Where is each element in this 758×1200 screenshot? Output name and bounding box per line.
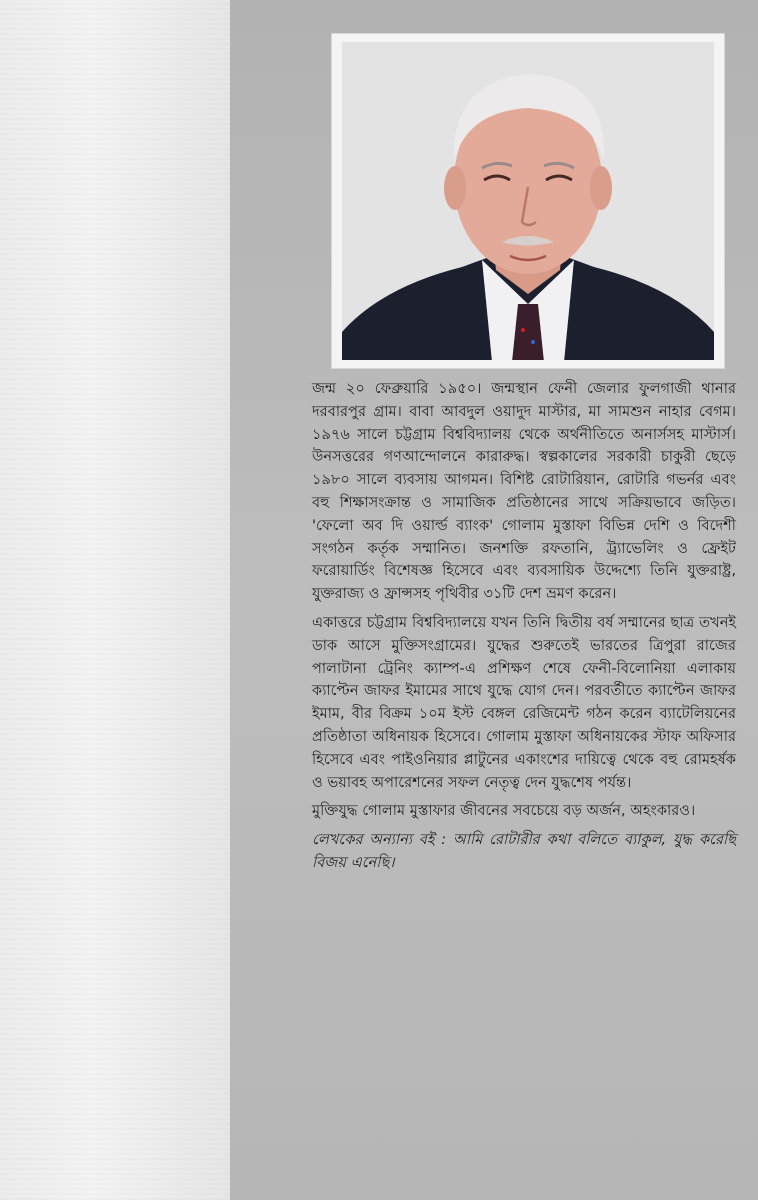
author-bio bbox=[312, 378, 736, 881]
cover-left-panel bbox=[0, 0, 230, 1200]
bio-paragraph-2: একাত্তরে চট্টগ্রাম বিশ্ববিদ্যালয়ে যখন তিনি দ্বিতীয় বর্ষ সম্মানের ছাত্র তখনই ডাক আসে মুক্তিসংগ্রামের। যুদ্ধের শুরুতেই ভারতের ত্রিপুরা রাজের পালাটানা ট্রেনিং ক্যাম্প-এ প্রশিক্ষণ শেষে ফেনী-বিলোনিয়া এলাকায় ক্যাপ্টেন জাফর ইমামের সাথে যুদ্ধে যোগ দেন। পরবর্তীতে ক্যাপ্টেন জাফর ইমাম, বীর বিক্রম ১০ম ইস্ট বেঙ্গল রেজিমেন্ট গঠন করেন ব্যাটেলিয়নের প্রতিষ্ঠাতা অধিনায়ক হিসেবে। গোলাম মুস্তাফা অধিনায়কের স্টাফ অফিসার হিসেবে এবং পাইওনিয়ার প্লাটুনের একাংশের দায়িত্বে থেকে বহু রোমহর্ষক ও ভয়াবহ অপারেশনের সফল নেতৃত্ব দেন যুদ্ধশেষ পর্যন্ত। bbox=[312, 613, 736, 791]
bio-paragraph-3: মুক্তিযুদ্ধ গোলাম মুস্তাফার জীবনের সবচেয়ে বড় অর্জন, অহংকারও। bbox=[312, 802, 696, 820]
other-books-line: লেখকের অন্যান্য বই : আমি রোটারীর কথা বলিতে ব্যাকুল, যুদ্ধ করেছি বিজয় এনেছি। bbox=[312, 831, 736, 871]
author-photo-frame bbox=[331, 33, 725, 369]
author-portrait-image bbox=[342, 42, 714, 360]
bio-paragraph-1: জন্ম ২০ ফেব্রুয়ারি ১৯৫০। জন্মস্থান ফেনী জেলার ফুলগাজী থানার দরবারপুর গ্রাম। বাবা আবদুল ওয়াদুদ মাস্টার, মা সামশুন নাহার বেগম। ১৯৭৬ সালে চট্টগ্রাম বিশ্ববিদ্যালয় থেকে অর্থনীতিতে অনার্সসহ মাস্টার্স। উনসত্তরের গণআন্দোলনে কারারুদ্ধ। স্বল্পকালের সরকারী চাকুরী ছেড়ে ১৯৮০ সালে ব্যবসায় আগমন। বিশিষ্ট রোটারিয়ান, রোটারি গভর্নর এবং বহু শিক্ষাসংক্রান্ত ও সামাজিক প্রতিষ্ঠানের সাথে সক্রিয়ভাবে জড়িত। 'ফেলো অব দি ওয়ার্ল্ড ব্যাংক' গোলাম মুস্তাফা বিভিন্ন দেশি ও বিদেশী সংগঠন কর্তৃক সম্মানিত। জনশক্তি রফতানি, ট্র্যাভেলিং ও ফ্রেইট ফরোয়ার্ডিং বিশেষজ্ঞ হিসেবে এবং ব্যবসায়িক উদ্দেশ্যে তিনি যুক্তরাষ্ট্র, যুক্তরাজ্য ও ফ্রান্সসহ পৃথিবীর ৩১টি দেশ ভ্রমণ করেন। bbox=[312, 380, 736, 603]
author-photo bbox=[342, 42, 714, 360]
